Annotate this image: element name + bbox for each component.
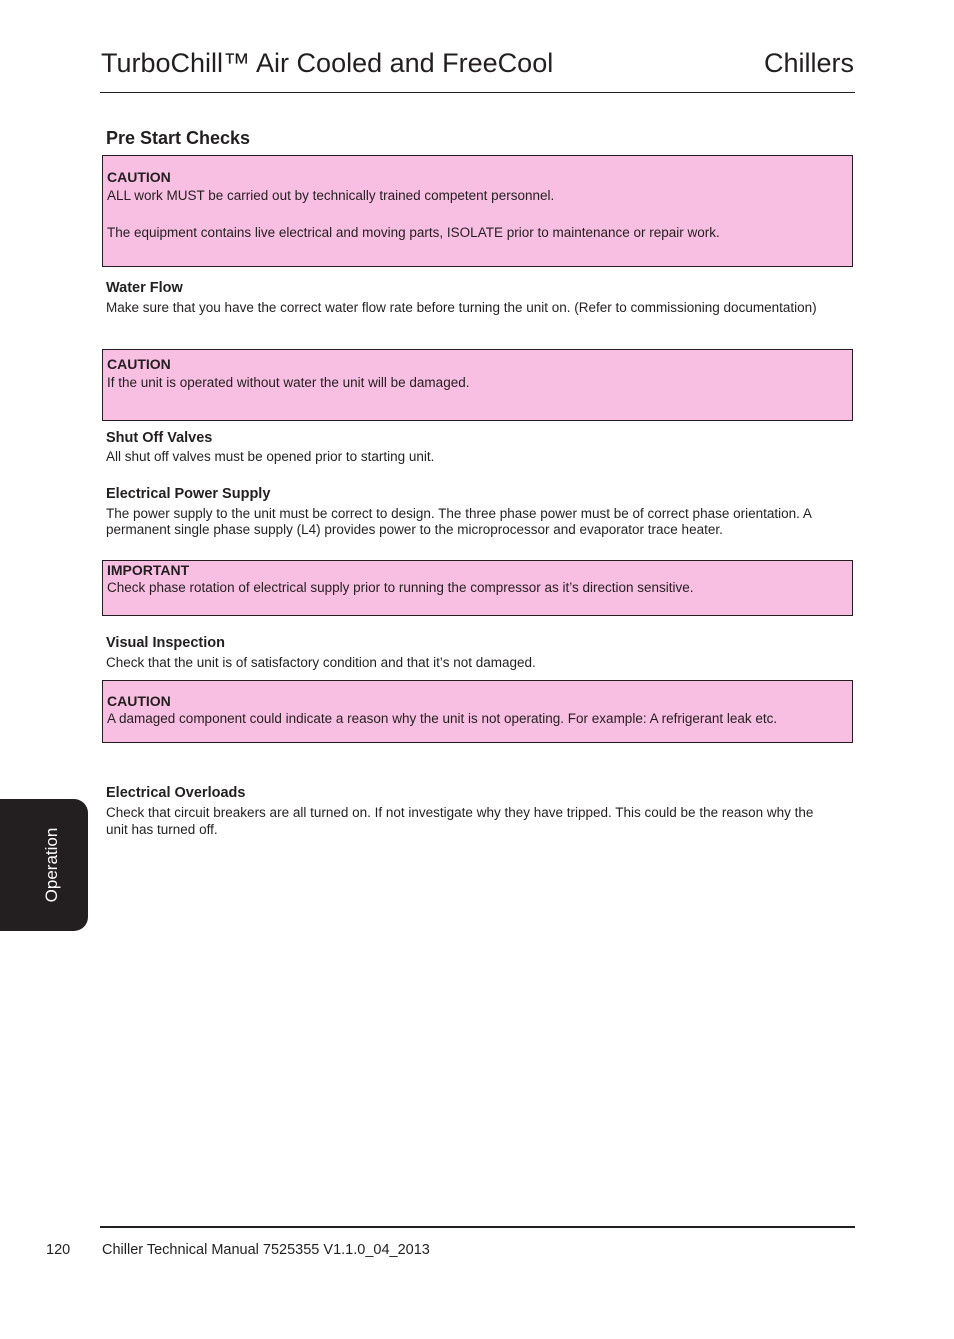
caution-text: A damaged component could indicate a reason why the unit is not operating. For example: A refrigerant leak etc. (107, 711, 778, 726)
footer-divider (100, 1226, 855, 1228)
caution-text: If the unit is operated without water the unit will be damaged. (107, 375, 470, 390)
electrical-power-supply-text: The power supply to the unit must be correct to design. The three phase power must be of correct phase orientation. A (106, 506, 812, 521)
footer-document-title: Chiller Technical Manual 7525355 V1.1.0_04_2013 (102, 1242, 430, 1258)
electrical-power-supply-text: permanent single phase supply (L4) provides power to the microprocessor and evaporator trace heater. (106, 522, 723, 537)
electrical-power-supply-heading: Electrical Power Supply (106, 486, 271, 502)
caution-label: CAUTION (107, 693, 171, 709)
electrical-overloads-heading: Electrical Overloads (106, 785, 246, 801)
header-divider (100, 92, 855, 93)
caution-text: The equipment contains live electrical and moving parts, ISOLATE prior to maintenance or repair work. (107, 225, 720, 240)
section-title: Pre Start Checks (106, 128, 251, 148)
important-label: IMPORTANT (107, 562, 190, 578)
electrical-overloads-text: Check that circuit breakers are all turned on. If not investigate why they have tripped. This could be the reason why the (106, 805, 814, 820)
water-flow-text: Make sure that you have the correct water flow rate before turning the unit on. (Refer to commissioning documentation) (106, 300, 817, 315)
caution-label: CAUTION (107, 169, 171, 185)
important-box (102, 560, 853, 616)
visual-inspection-heading: Visual Inspection (106, 635, 225, 651)
page-number: 120 (46, 1242, 71, 1258)
caution-box-water (102, 349, 853, 421)
side-tab-label: Operation (42, 827, 61, 903)
water-flow-heading: Water Flow (106, 280, 183, 296)
visual-inspection-text: Check that the unit is of satisfactory condition and that it’s not damaged. (106, 655, 536, 670)
shut-off-valves-heading: Shut Off Valves (106, 430, 213, 446)
important-text: Check phase rotation of electrical supply prior to running the compressor as it’s direction sensitive. (107, 580, 694, 595)
caution-box-personnel (102, 155, 853, 267)
caution-text: ALL work MUST be carried out by technically trained competent personnel. (107, 188, 555, 203)
shut-off-valves-text: All shut off valves must be opened prior to starting unit. (106, 449, 435, 464)
caution-label: CAUTION (107, 356, 171, 372)
caution-box-damage (102, 680, 853, 743)
page-title: TurboChill™ Air Cooled and FreeCool (101, 48, 554, 78)
page-title-right: Chillers (763, 48, 854, 78)
electrical-overloads-text: unit has turned off. (106, 822, 218, 837)
